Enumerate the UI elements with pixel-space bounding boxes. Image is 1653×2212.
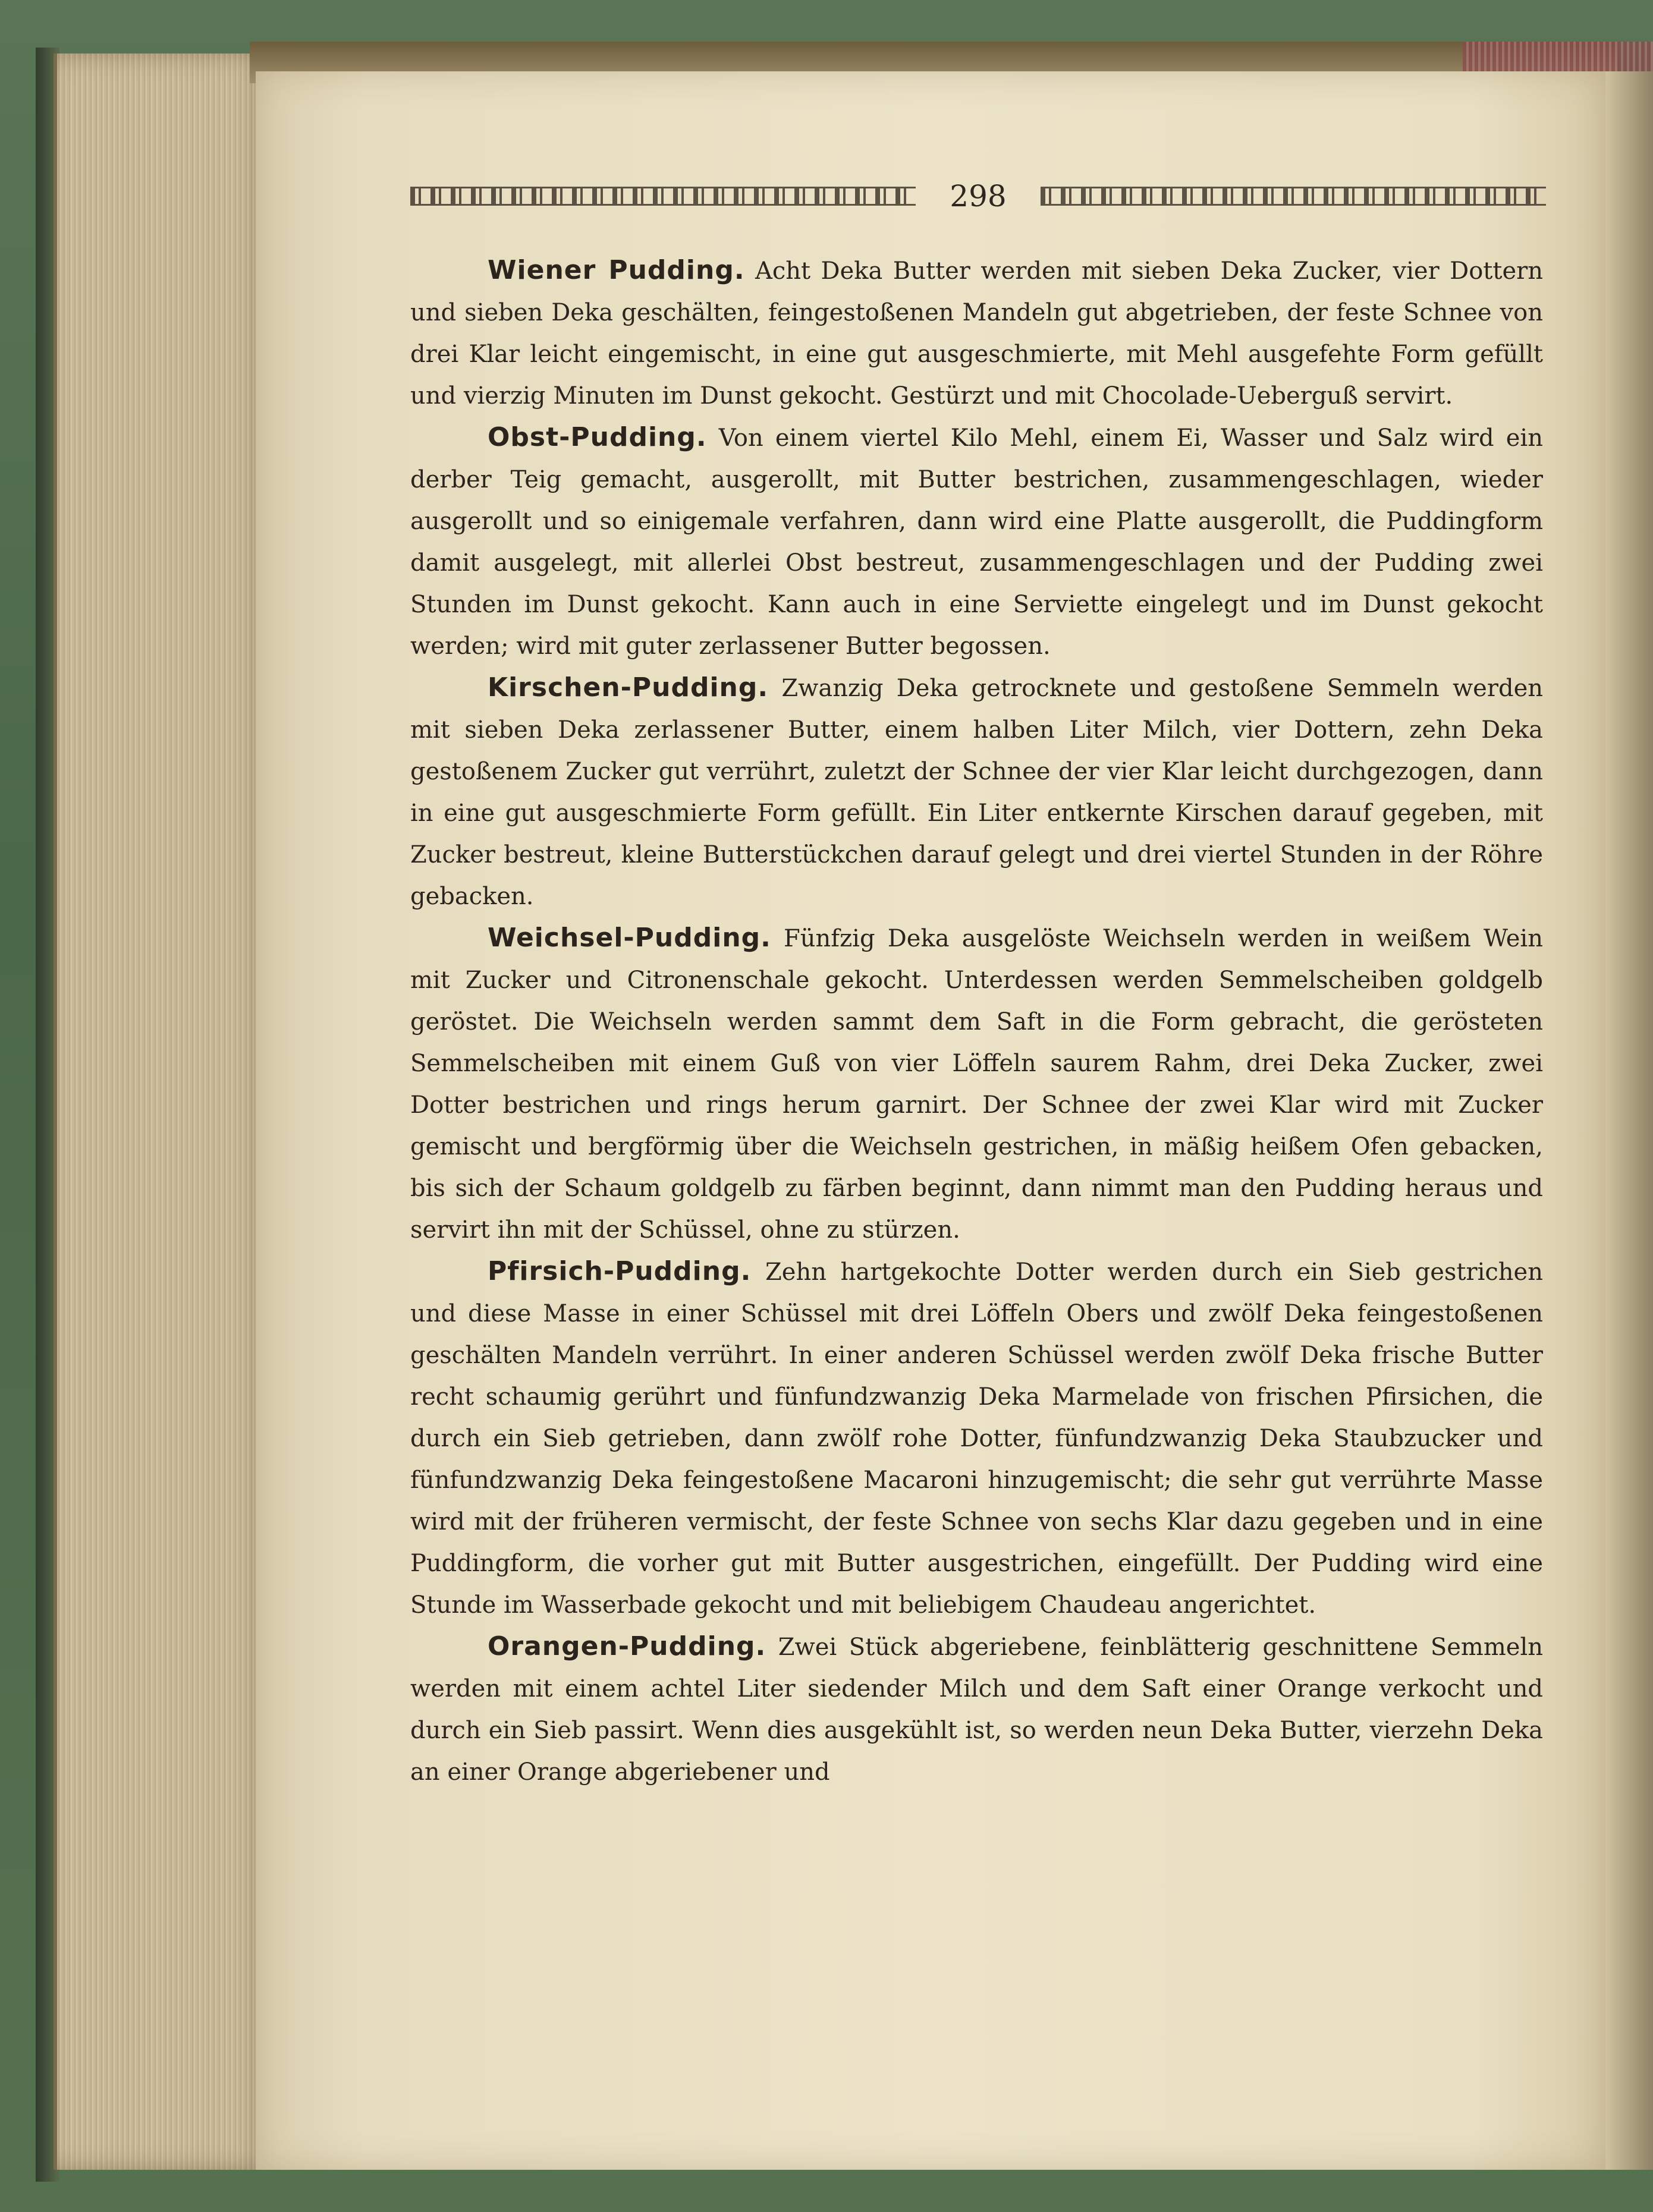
recipe-body: Zehn hartgekochte Dotter werden durch ein Sieb gestrichen und diese Masse in einer Schüssel mit drei Löffeln Obers und zwölf Deka feingestoßenen geschälten Mandeln verrührt. In einer anderen Schüssel werden zwölf Deka frische Butter recht schaumig gerührt und fünfundzwanzig Deka Marmelade von frischen Pfirsichen, die durch ein Sieb getrieben, dann zwölf rohe Dotter, fünfundzwanzig Deka Staubzucker und fünfundzwanzig Deka feingestoßene Macaroni hinzugemischt; die sehr gut verrührte Masse wird mit der früheren vermischt, der feste Schnee von sechs Klar dazu gegeben und in eine Puddingform, die vorher gut mit Butter ausgestrichen, eingefüllt. Der Pudding wird eine Stunde im Wasserbade gekocht und mit beliebigem Chaudeau angerichtet.: [410, 1258, 1543, 1619]
recipe-body: Zwanzig Deka getrocknete und gestoßene Semmeln werden mit sieben Deka zerlassener Butter, einem halben Liter Milch, vier Dottern, zehn Deka gestoßenem Zucker gut verrührt, zuletzt der Schnee der vier Klar leicht durchgezogen, dann in eine gut ausgeschmierte Form gefüllt. Ein Liter entkernte Kirschen darauf gegeben, mit Zucker bestreut, kleine Butterstückchen darauf gelegt und drei viertel Stunden in der Röhre gebacken.: [410, 675, 1544, 910]
recipe-title: Weichsel-Pudding.: [488, 923, 771, 953]
recipe-wiener-pudding: [410, 250, 1543, 417]
recipe-obst-pudding: [410, 417, 1543, 667]
recipe-body: Fünfzig Deka ausgelöste Weichseln werden in weißem Wein mit Zucker und Citronenschale gekocht. Unterdessen werden Semmelscheiben goldgelb geröstet. Die Weichseln werden sammt dem Saft in die Form gebracht, die gerösteten Semmelscheiben mit einem Guß von vier Löffeln saurem Rahm, drei Deka Zucker, zwei Dotter bestrichen und rings herum garnirt. Der Schnee der zwei Klar wird mit Zucker gemischt und bergförmig über die Weichseln gestrichen, in mäßig heißem Ofen gebacken, bis sich der Schaum goldgelb zu färben beginnt, dann nimmt man den Pudding heraus und servirt ihn mit der Schüssel, ohne zu stürzen.: [410, 925, 1543, 1244]
recipe-title: Wiener Pudding.: [488, 255, 745, 285]
recipe-pfirsich-pudding: [410, 1251, 1543, 1626]
page-header: [410, 175, 1546, 217]
recipe-title: Kirschen-Pudding.: [488, 672, 769, 703]
recipe-weichsel-pudding: [410, 917, 1543, 1251]
recipe-text-block: [410, 250, 1543, 1793]
recipe-title: Obst-Pudding.: [488, 422, 707, 452]
recipe-title: Pfirsich-Pudding.: [488, 1256, 752, 1286]
header-ornament-left: [410, 187, 916, 206]
page-number: 298: [950, 179, 1007, 213]
page-right-edge: [1605, 71, 1653, 2170]
recipe-title: Orangen-Pudding.: [488, 1631, 766, 1662]
recipe-kirschen-pudding: [410, 667, 1543, 917]
page-edges: [54, 54, 271, 2170]
recipe-orangen-pudding: [410, 1626, 1543, 1793]
recipe-body: Acht Deka Butter werden mit sieben Deka Zucker, vier Dottern und sieben Deka geschälten, feingestoßenen Mandeln gut abgetrieben, der feste Schnee von drei Klar leicht eingemischt, in eine gut ausgeschmierte, mit Mehl ausgefehte Form gefüllt und vierzig Minuten im Dunst gekocht. Gestürzt und mit Chocolade-Ueberguß servirt.: [410, 257, 1543, 410]
recipe-body: Zwei Stück abgeriebene, feinblätterig geschnittene Semmeln werden mit einem achtel Liter siedender Milch und dem Saft einer Orange verkocht und durch ein Sieb passirt. Wenn dies ausgekühlt ist, so werden neun Deka Butter, vierzehn Deka an einer Orange abgeriebener und: [410, 1634, 1543, 1786]
header-ornament-right: [1041, 187, 1546, 206]
recipe-body: Von einem viertel Kilo Mehl, einem Ei, Wasser und Salz wird ein derber Teig gemacht, ausgerollt, mit Butter bestrichen, zusammengeschlagen, wieder ausgerollt und so einigemale verfahren, dann wird eine Platte ausgerollt, die Puddingform damit ausgelegt, mit allerlei Obst bestreut, zusammengeschlagen und der Pudding zwei Stunden im Dunst gekocht. Kann auch in eine Serviette eingelegt und im Dunst gekocht werden; wird mit guter zerlassener Butter begossen.: [410, 424, 1543, 660]
